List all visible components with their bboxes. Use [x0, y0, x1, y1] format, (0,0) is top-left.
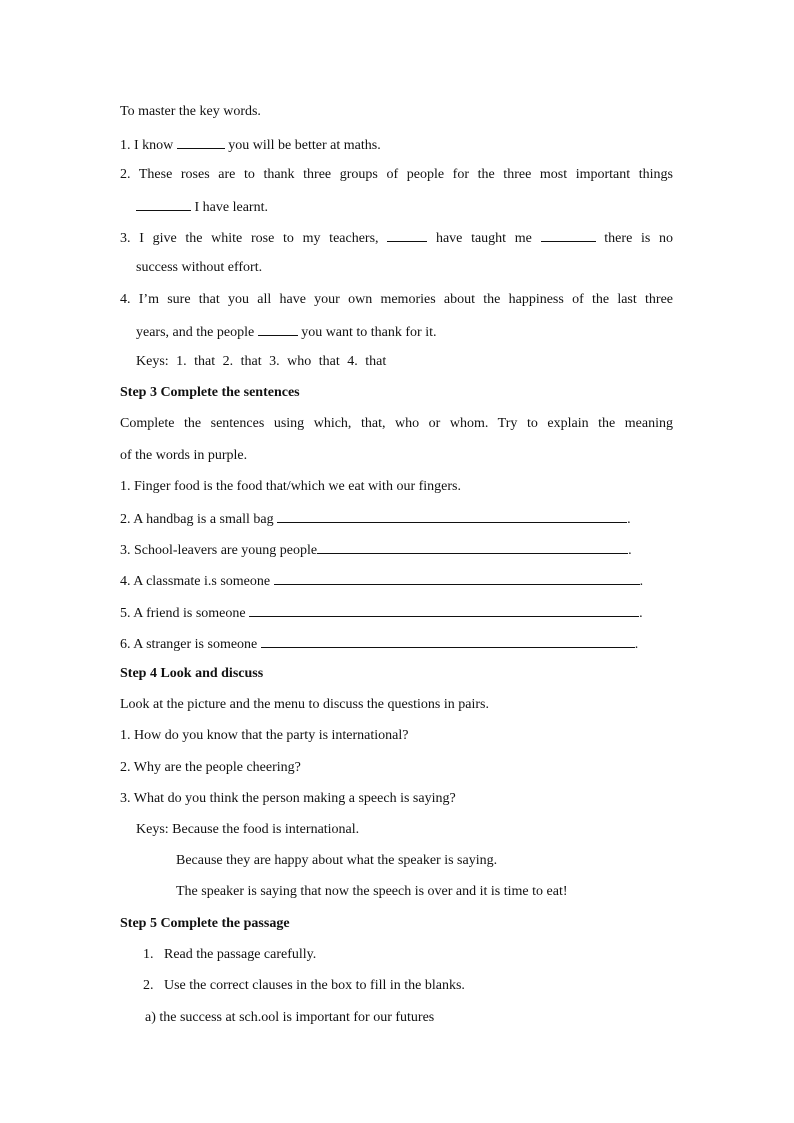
keyword-question-4: 4. I’m sure that you all have your own memories about the happiness of the last three: [120, 292, 673, 307]
step3-sentence-6: 6. A stranger is someone .: [120, 634, 638, 654]
step4-key-2: Because they are happy about what the speaker is saying.: [176, 853, 498, 868]
answer-line: [277, 509, 627, 523]
step4-heading: Step 4 Look and discuss: [120, 666, 264, 681]
step3-instruction-line-2: of the words in purple.: [120, 448, 248, 463]
step5-instruction-1: 1. Read the passage carefully.: [143, 947, 317, 962]
step3-sentence-2: 2. A handbag is a small bag .: [120, 509, 631, 529]
step4-instruction: Look at the picture and the menu to discuss the questions in pairs.: [120, 697, 489, 712]
step3-sentence-4: 4. A classmate i.s someone .: [120, 571, 643, 591]
keyword-question-2-cont: I have learnt.: [136, 197, 268, 217]
step3-sentence-5: 5. A friend is someone .: [120, 603, 643, 623]
step4-key-3: The speaker is saying that now the speech is over and it is time to eat!: [176, 884, 568, 899]
step5-clause-a: a) the success at sch.ool is important for our futures: [145, 1010, 435, 1025]
answer-line: [249, 603, 639, 617]
step3-heading: Step 3 Complete the sentences: [120, 385, 300, 400]
keyword-question-2: 2. These roses are to thank three groups of people for the three most important things: [120, 167, 673, 182]
keyword-question-4-cont: years, and the people you want to thank for it.: [136, 322, 437, 342]
blank: [541, 228, 596, 242]
step4-key-1: Keys: Because the food is international.: [136, 822, 360, 837]
step4-question-1: 1. How do you know that the party is international?: [120, 728, 409, 743]
blank: [136, 197, 191, 211]
step3-sentence-1: 1. Finger food is the food that/which we eat with our fingers.: [120, 479, 461, 494]
intro-line: To master the key words.: [120, 104, 261, 119]
answer-line: [261, 634, 635, 648]
keyword-answer-keys: Keys: 1. that 2. that 3. who that 4. that: [136, 354, 387, 369]
step5-heading: Step 5 Complete the passage: [120, 916, 290, 931]
step3-sentence-3: 3. School-leavers are young people .: [120, 540, 632, 560]
keyword-question-1: 1. I know you will be better at maths.: [120, 135, 381, 155]
step3-instruction-line-1: Complete the sentences using which, that, who or whom. Try to explain the meaning: [120, 416, 673, 431]
blank: [177, 135, 225, 149]
keyword-question-3: 3. I give the white rose to my teachers, have taught me there is no: [120, 228, 673, 248]
keyword-question-3-cont: success without effort.: [136, 260, 263, 275]
step4-question-2: 2. Why are the people cheering?: [120, 760, 301, 775]
step4-question-3: 3. What do you think the person making a speech is saying?: [120, 791, 456, 806]
blank: [258, 322, 298, 336]
answer-line: [274, 571, 640, 585]
blank: [387, 228, 427, 242]
step5-instruction-2: 2. Use the correct clauses in the box to fill in the blanks.: [143, 978, 465, 993]
answer-line: [317, 540, 628, 554]
